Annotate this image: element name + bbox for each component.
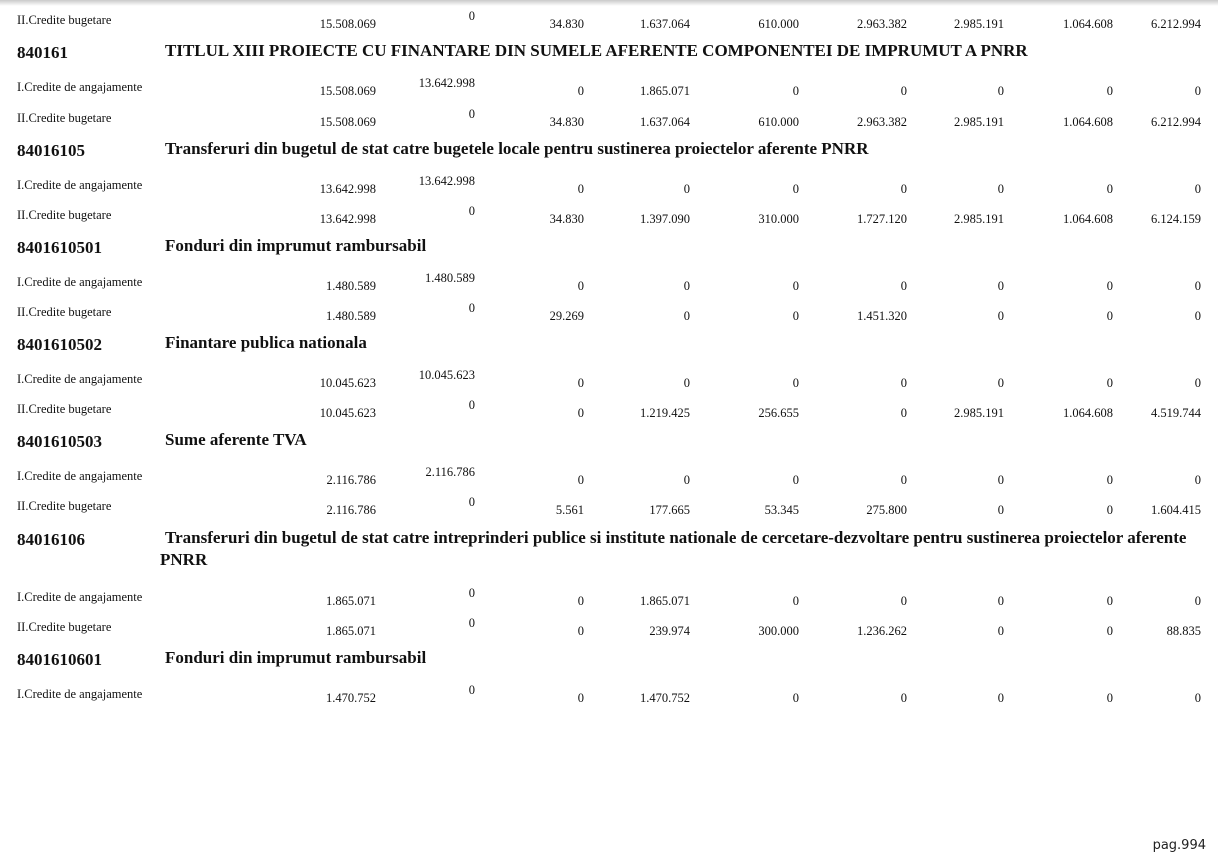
section-title: Transferuri din bugetul de stat catre bugetele locale pentru sustinerea proiectelor aferente PNRR [165, 139, 869, 158]
section-title: Finantare publica nationala [165, 333, 367, 352]
table-cell: 0 [683, 376, 690, 390]
section-title: Fonduri din imprumut rambursabil [165, 236, 427, 255]
table-cell: 0 [468, 683, 475, 697]
table-cell: 0 [1194, 309, 1201, 323]
table-cell: 1.480.589 [326, 279, 376, 293]
row-label: II.Credite bugetare [17, 305, 112, 319]
table-cell: 0 [792, 473, 799, 487]
table-cell: 2.116.786 [326, 503, 376, 517]
table-cell: 2.963.382 [857, 17, 907, 31]
section-code: 8401610503 [17, 432, 102, 451]
table-cell: 0 [577, 376, 584, 390]
section-code: 8401610502 [17, 335, 102, 354]
table-cell: 6.124.159 [1151, 212, 1201, 226]
row-label: I.Credite de angajamente [17, 372, 143, 386]
table-cell: 13.642.998 [319, 182, 376, 196]
table-cell: 4.519.744 [1151, 406, 1201, 420]
table-cell: 0 [1106, 279, 1113, 293]
table-cell: 15.508.069 [319, 17, 376, 31]
table-cell: 0 [577, 594, 584, 608]
table-cell: 0 [468, 495, 475, 509]
table-cell: 1.064.608 [1063, 406, 1113, 420]
table-cell: 0 [577, 624, 584, 638]
table-cell: 0 [683, 182, 690, 196]
table-cell: 0 [792, 279, 799, 293]
table-cell: 0 [997, 84, 1004, 98]
table-cell: 0 [900, 473, 907, 487]
table-cell: 1.397.090 [640, 212, 690, 226]
table-cell: 0 [997, 279, 1004, 293]
table-cell: 15.508.069 [319, 84, 376, 98]
table-cell: 6.212.994 [1151, 17, 1201, 31]
table-cell: 15.508.069 [319, 115, 376, 129]
table-cell: 53.345 [764, 503, 799, 517]
table-cell: 0 [577, 691, 584, 705]
row-label: I.Credite de angajamente [17, 687, 143, 701]
table-cell: 1.727.120 [857, 212, 907, 226]
table-cell: 29.269 [549, 309, 584, 323]
table-cell: 34.830 [549, 115, 584, 129]
table-cell: 1.451.320 [857, 309, 907, 323]
section-title: TITLUL XIII PROIECTE CU FINANTARE DIN SUMELE AFERENTE COMPONENTEI DE IMPRUMUT A PNRR [165, 41, 1028, 60]
table-cell: 2.116.786 [326, 473, 376, 487]
table-cell: 0 [792, 84, 799, 98]
table-cell: 0 [468, 301, 475, 315]
table-cell: 0 [900, 691, 907, 705]
table-cell: 275.800 [866, 503, 907, 517]
table-cell: 0 [1106, 691, 1113, 705]
table-cell: 1.470.752 [640, 691, 690, 705]
table-cell: 0 [577, 182, 584, 196]
table-cell: 0 [468, 398, 475, 412]
table-cell: 0 [900, 84, 907, 98]
section-code: 8401610601 [17, 650, 102, 669]
table-cell: 1.637.064 [640, 115, 690, 129]
table-cell: 1.064.608 [1063, 17, 1113, 31]
table-cell: 0 [1106, 309, 1113, 323]
page-number: pag.994 [1152, 838, 1206, 853]
section-title: Fonduri din imprumut rambursabil [165, 648, 427, 667]
table-cell: 0 [997, 182, 1004, 196]
table-cell: 0 [900, 376, 907, 390]
table-cell: 1.865.071 [640, 594, 690, 608]
table-cell: 10.045.623 [319, 406, 376, 420]
row-label: I.Credite de angajamente [17, 590, 143, 604]
table-cell: 300.000 [758, 624, 799, 638]
row-label: II.Credite bugetare [17, 499, 112, 513]
section-code: 8401610501 [17, 238, 102, 257]
table-cell: 0 [1194, 182, 1201, 196]
table-cell: 610.000 [758, 115, 799, 129]
row-label: II.Credite bugetare [17, 13, 112, 27]
table-cell: 610.000 [758, 17, 799, 31]
table-cell: 1.865.071 [326, 594, 376, 608]
table-cell: 13.642.998 [418, 174, 475, 188]
table-cell: 0 [1106, 376, 1113, 390]
table-cell: 2.963.382 [857, 115, 907, 129]
table-cell: 1.219.425 [640, 406, 690, 420]
section-code: 84016106 [17, 530, 85, 549]
table-cell: 0 [468, 204, 475, 218]
row-label: II.Credite bugetare [17, 402, 112, 416]
table-cell: 0 [997, 473, 1004, 487]
table-cell: 0 [1106, 84, 1113, 98]
table-cell: 0 [683, 279, 690, 293]
table-cell: 239.974 [649, 624, 690, 638]
table-cell: 0 [1106, 473, 1113, 487]
table-cell: 0 [792, 182, 799, 196]
section-title: Sume aferente TVA [165, 430, 307, 449]
table-cell: 0 [577, 84, 584, 98]
table-cell: 0 [1106, 503, 1113, 517]
table-cell: 0 [900, 406, 907, 420]
table-cell: 0 [792, 691, 799, 705]
table-cell: 1.236.262 [857, 624, 907, 638]
table-cell: 34.830 [549, 212, 584, 226]
table-cell: 1.064.608 [1063, 212, 1113, 226]
table-cell: 2.985.191 [954, 406, 1004, 420]
table-cell: 177.665 [649, 503, 690, 517]
table-cell: 2.116.786 [425, 465, 475, 479]
row-label: I.Credite de angajamente [17, 80, 143, 94]
table-cell: 10.045.623 [319, 376, 376, 390]
table-cell: 6.212.994 [1151, 115, 1201, 129]
table-cell: 0 [997, 376, 1004, 390]
table-cell: 0 [997, 309, 1004, 323]
table-cell: 10.045.623 [418, 368, 475, 382]
table-cell: 0 [1194, 691, 1201, 705]
section-code: 84016105 [17, 141, 85, 160]
table-cell: 2.985.191 [954, 212, 1004, 226]
table-cell: 88.835 [1166, 624, 1201, 638]
table-cell: 0 [900, 594, 907, 608]
table-cell: 0 [1194, 594, 1201, 608]
table-cell: 0 [1106, 624, 1113, 638]
table-cell: 0 [997, 594, 1004, 608]
section-title: Transferuri din bugetul de stat catre intreprinderi publice si institute nationale de cercetare-dezvoltare pentru sustinerea proiectelor aferente PNRR [160, 528, 1187, 569]
table-cell: 0 [683, 473, 690, 487]
section-code: 840161 [17, 43, 68, 62]
table-cell: 13.642.998 [319, 212, 376, 226]
table-cell: 1.865.071 [640, 84, 690, 98]
table-cell: 310.000 [758, 212, 799, 226]
table-cell: 0 [577, 279, 584, 293]
row-label: II.Credite bugetare [17, 208, 112, 222]
table-cell: 1.480.589 [425, 271, 475, 285]
table-cell: 1.480.589 [326, 309, 376, 323]
table-cell: 0 [792, 309, 799, 323]
table-cell: 0 [468, 107, 475, 121]
table-cell: 1.637.064 [640, 17, 690, 31]
row-label: I.Credite de angajamente [17, 469, 143, 483]
table-cell: 0 [577, 406, 584, 420]
table-cell: 0 [468, 616, 475, 630]
table-cell: 0 [468, 9, 475, 23]
table-cell: 0 [1194, 279, 1201, 293]
table-cell: 0 [1106, 594, 1113, 608]
table-cell: 0 [792, 376, 799, 390]
table-cell: 1.865.071 [326, 624, 376, 638]
table-cell: 0 [577, 473, 584, 487]
table-cell: 2.985.191 [954, 17, 1004, 31]
table-cell: 0 [1194, 376, 1201, 390]
table-cell: 0 [900, 279, 907, 293]
row-label: II.Credite bugetare [17, 111, 112, 125]
table-cell: 0 [1194, 473, 1201, 487]
table-cell: 0 [900, 182, 907, 196]
table-cell: 0 [997, 503, 1004, 517]
table-cell: 256.655 [758, 406, 799, 420]
table-cell: 13.642.998 [418, 76, 475, 90]
table-cell: 0 [1194, 84, 1201, 98]
table-cell: 1.470.752 [326, 691, 376, 705]
table-cell: 1.064.608 [1063, 115, 1113, 129]
table-cell: 0 [792, 594, 799, 608]
row-label: II.Credite bugetare [17, 620, 112, 634]
table-cell: 0 [683, 309, 690, 323]
table-cell: 0 [468, 586, 475, 600]
row-label: I.Credite de angajamente [17, 275, 143, 289]
row-label: I.Credite de angajamente [17, 178, 143, 192]
table-cell: 0 [1106, 182, 1113, 196]
table-cell: 2.985.191 [954, 115, 1004, 129]
table-cell: 34.830 [549, 17, 584, 31]
table-cell: 1.604.415 [1151, 503, 1201, 517]
table-cell: 0 [997, 691, 1004, 705]
table-cell: 0 [997, 624, 1004, 638]
table-cell: 5.561 [555, 503, 584, 517]
